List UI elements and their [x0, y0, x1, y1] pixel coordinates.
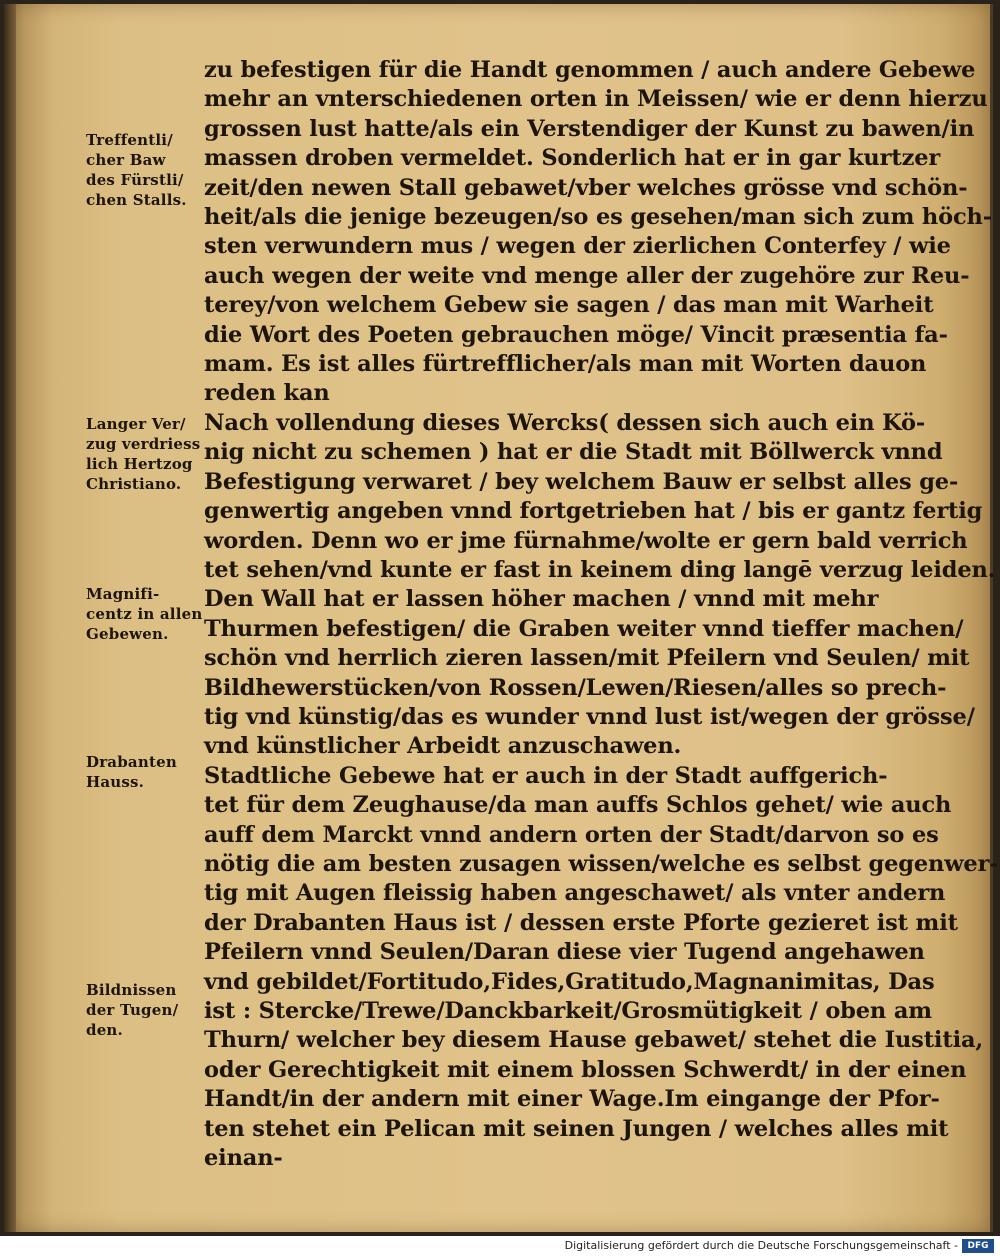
marginal-note-line: Langer Ver/	[86, 415, 186, 433]
book-page	[4, 4, 999, 1232]
catchword: einan-	[204, 1145, 283, 1172]
text-line: die Wort des Poeten gebrauchen möge/ Vincit præsentia fa-	[204, 321, 948, 348]
text-line: Pfeilern vnnd Seulen/Daran diese vier Tugend angehawen	[204, 939, 925, 966]
text-line: tig mit Augen fleissig haben angeschawet/ als vnter andern	[204, 880, 946, 907]
text-line: reden kan	[204, 380, 330, 407]
text-line: heit/als die jenige bezeugen/so es gesehen/man sich zum höch-	[204, 204, 992, 231]
text-line: vnd künstlicher Arbeidt anzuschawen.	[204, 733, 682, 760]
main-text-block	[204, 56, 999, 1173]
text-line: mehr an vnterschiedenen orten in Meissen/ wie er denn hierzu	[204, 86, 988, 113]
marginal-note-line: Drabanten	[86, 753, 177, 771]
marginal-note-line: zug verdriess	[86, 435, 201, 453]
marginal-note-line: den.	[86, 1021, 123, 1039]
text-line: vnd gebildet/Fortitudo,Fides,Gratitudo,Magnanimitas, Das	[204, 968, 935, 995]
marginal-note-line: Magnifi-	[86, 585, 160, 603]
text-line: nötig die am besten zusagen wissen/welche es selbst gegenwer-	[204, 850, 999, 877]
text-line: auff dem Marckt vnnd andern orten der Stadt/darvon so es	[204, 821, 939, 848]
text-line: Den Wall hat er lassen höher machen / vnnd mit mehr	[204, 586, 879, 613]
marginal-note-line: chen Stalls.	[86, 191, 187, 209]
text-line: der Drabanten Haus ist / dessen erste Pforte gezieret ist mit	[204, 909, 958, 936]
text-line: worden. Denn wo er jme fürnahme/wolte er gern bald verrich	[204, 527, 968, 554]
text-line: tig vnd künstig/das es wunder vnnd lust ist/wegen der grösse/	[204, 703, 975, 730]
text-line: Handt/in der andern mit einer Wage.Im eingange der Pfor-	[204, 1086, 940, 1113]
marginal-note	[86, 752, 214, 792]
text-line: Nach vollendung dieses Wercks( dessen sich auch ein Kö-	[204, 409, 926, 436]
text-line: oder Gerechtigkeit mit einem blossen Schwerdt/ in der einen	[204, 1056, 967, 1083]
marginal-note	[86, 414, 214, 494]
text-line: terey/von welchem Gebew sie sagen / das man mit Warheit	[204, 292, 934, 319]
dfg-logo[interactable]: DFG	[962, 1239, 994, 1253]
text-line: Thurmen befestigen/ die Graben weiter vnnd tieffer machen/	[204, 615, 964, 642]
marginal-note-line: cher Baw	[86, 151, 166, 169]
marginal-note-line: Bildnissen	[86, 981, 177, 999]
marginal-note-line: Hauss.	[86, 773, 145, 791]
text-line: Stadtliche Gebewe hat er auch in der Stadt auffgerich-	[204, 762, 888, 789]
text-line: nig nicht zu schemen ) hat er die Stadt mit Böllwerck vnnd	[204, 439, 943, 466]
text-line: auch wegen der weite vnd menge aller der zugehöre zur Reu-	[204, 262, 970, 289]
text-line: tet sehen/vnd kunte er fast in keinem ding langē verzug leiden.	[204, 556, 996, 583]
text-line: massen droben vermeldet. Sonderlich hat er in gar kurtzer	[204, 145, 941, 172]
text-line: Thurn/ welcher bey diesem Hause gebawet/ stehet die Iustitia,	[204, 1027, 984, 1054]
page-gutter	[4, 4, 16, 1232]
marginal-note-line: Gebewen.	[86, 625, 169, 643]
marginal-note-line: der Tugen/	[86, 1001, 179, 1019]
text-line: tet für dem Zeughause/da man auffs Schlos gehet/ wie auch	[204, 792, 952, 819]
text-line: Bildhewerstücken/von Rossen/Lewen/Riesen/alles so prech-	[204, 674, 947, 701]
marginal-note-line: Treffentli/	[86, 131, 173, 149]
marginal-note-line: des Fürstli/	[86, 171, 184, 189]
marginal-note	[86, 980, 214, 1040]
funding-notice: Digitalisierung gefördert durch die Deutsche Forschungsgemeinschaft -	[564, 1239, 958, 1252]
text-line: Befestigung verwaret / bey welchem Bauw er selbst alles ge-	[204, 468, 959, 495]
marginal-note-line: centz in allen	[86, 605, 203, 623]
text-line: genwertig angeben vnnd fortgetrieben hat / bis er gantz fertig	[204, 498, 983, 525]
text-line: mam. Es ist alles fürtrefflicher/als man mit Worten dauon	[204, 351, 927, 378]
text-line: zu befestigen für die Handt genommen / auch andere Gebewe	[204, 57, 976, 83]
text-line: sten verwundern mus / wegen der zierlichen Conterfey / wie	[204, 233, 951, 260]
text-line: zeit/den newen Stall gebawet/vber welches grösse vnd schön-	[204, 174, 968, 201]
footer-bar	[0, 1236, 1000, 1256]
text-line: ten stehet ein Pelican mit seinen Jungen / welches alles mit	[204, 1115, 949, 1142]
text-line: schön vnd herrlich zieren lassen/mit Pfeilern vnd Seulen/ mit	[204, 645, 970, 672]
text-line: grossen lust hatte/als ein Verstendiger der Kunst zu bawen/in	[204, 115, 975, 142]
text-line: ist : Stercke/Trewe/Danckbarkeit/Grosmütigkeit / oben am	[204, 998, 932, 1024]
marginal-note	[86, 584, 214, 644]
marginal-note-line: Christiano.	[86, 475, 182, 493]
marginal-note-line: lich Hertzog	[86, 455, 193, 473]
marginal-note	[86, 130, 214, 210]
